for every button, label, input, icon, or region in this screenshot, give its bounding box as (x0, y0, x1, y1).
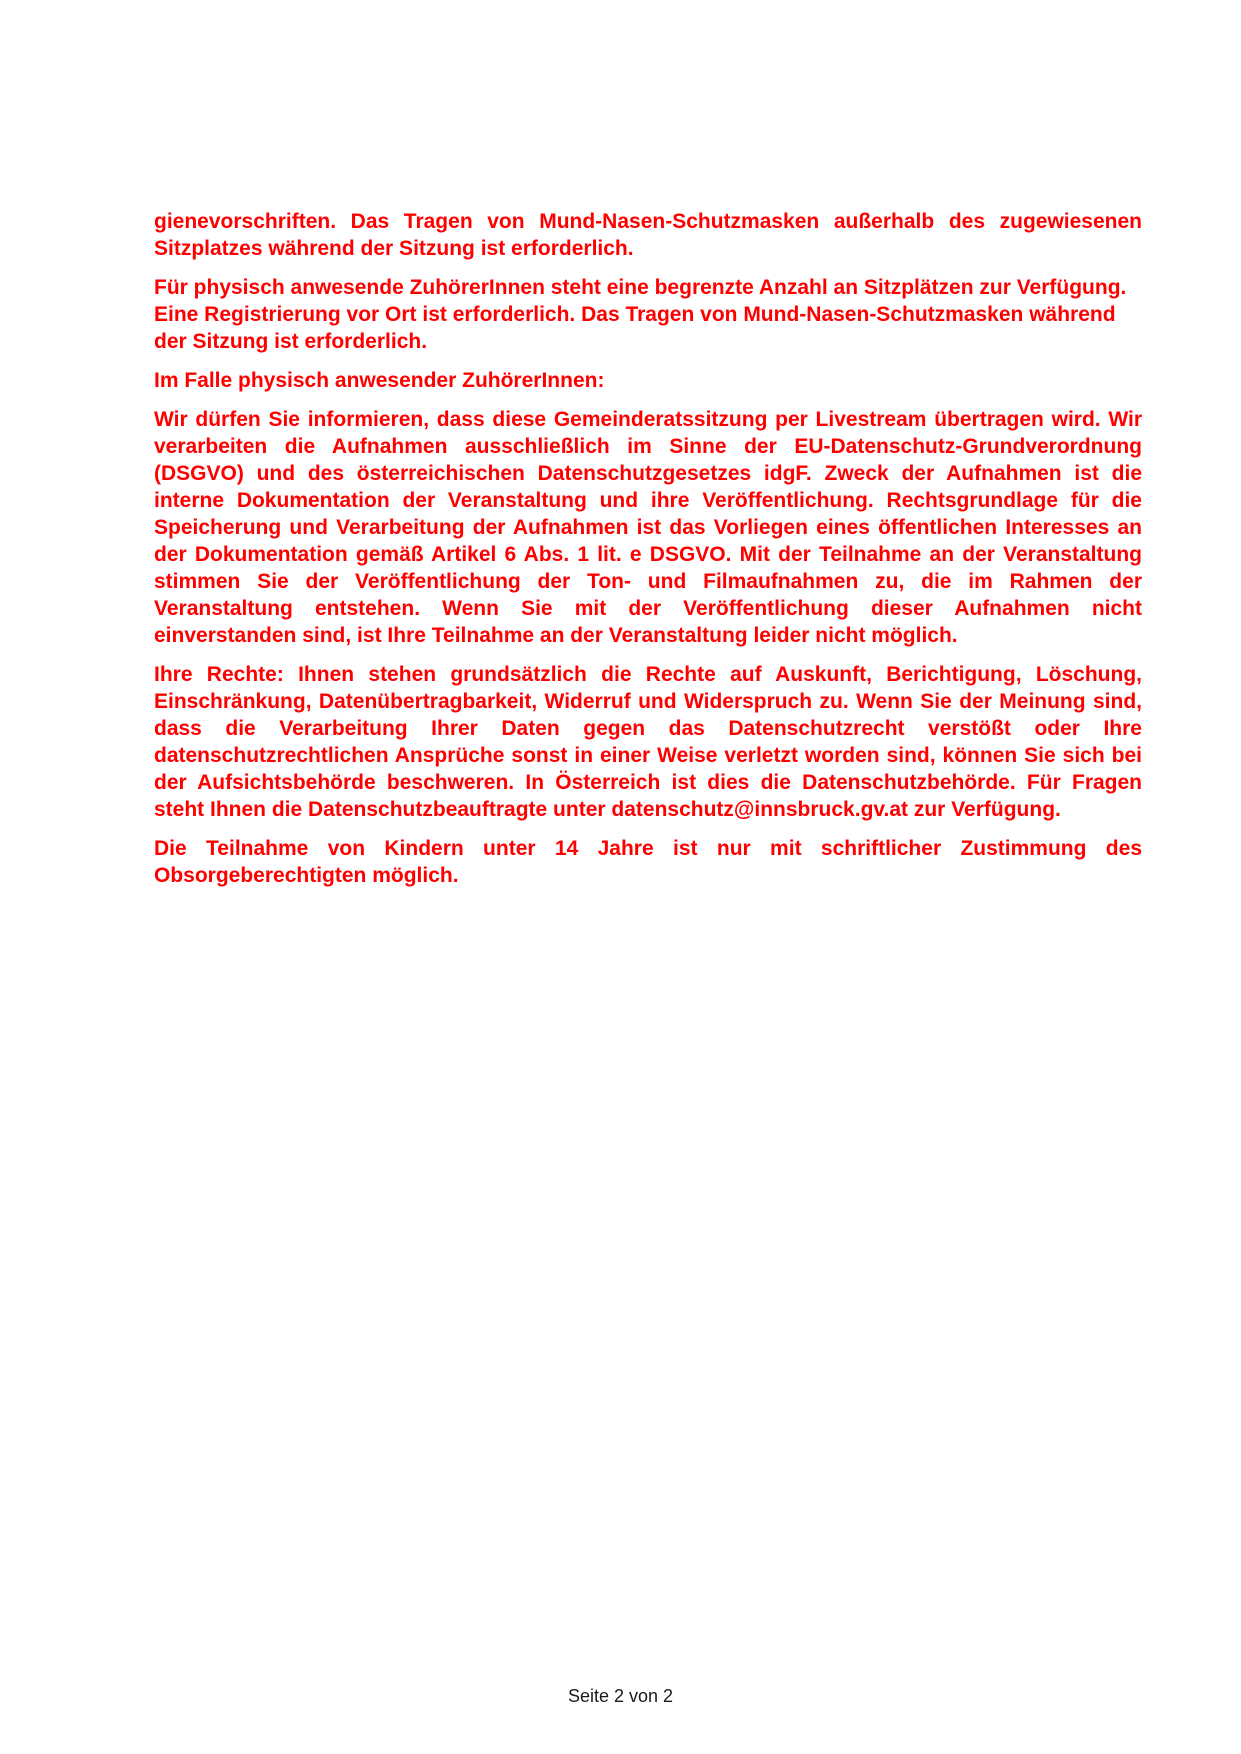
paragraph-audience-seating: Für physisch anwesende ZuhörerInnen steht eine begrenzte Anzahl an Sitzplätzen zur Verfügung. Eine Registrierung vor Ort ist erforderlich. Das Tragen von Mund-Nasen-Schutzmasken während der Sitzung ist erforderlich. (154, 276, 1127, 353)
document-body (154, 208, 1142, 901)
paragraph-livestream-notice: Wir dürfen Sie informieren, dass diese Gemeinderatssitzung per Livestream übertragen wird. Wir verarbeiten die Aufnahmen ausschließlich im Sinne der EU-Datenschutz-Grundverordnung (DSGVO) und des österreichischen Datenschutzgesetzes idgF. Zweck der Aufnahmen ist die interne Dokumentation der Veranstaltung und ihre Veröffentlichung. Rechtsgrundlage für die Speicherung und Verarbeitung der Aufnahmen ist das Vorliegen eines öffentlichen Interesses an der Dokumentation gemäß Artikel 6 Abs. 1 lit. e DSGVO. Mit der Teilnahme an der Veranstaltung stimmen Sie der Veröffentlichung der Ton- und Filmaufnahmen zu, die im Rahmen der Veranstaltung entstehen. Wenn Sie mit der Veröffentlichung dieser Aufnahmen nicht einverstanden sind, ist Ihre Teilnahme an der Veranstaltung leider nicht möglich. (154, 408, 1142, 647)
paragraph-hygiene-continuation: gienevorschriften. Das Tragen von Mund-Nasen-Schutzmasken außerhalb des zugewiesenen Sitzplatzes während der Sitzung ist erforderlich. (154, 210, 1142, 260)
paragraph-audience-heading: Im Falle physisch anwesender ZuhörerInnen: (154, 369, 605, 392)
paragraph-children-notice: Die Teilnahme von Kindern unter 14 Jahre ist nur mit schriftlicher Zustimmung des Obsorgeberechtigten möglich. (154, 837, 1142, 887)
paragraph-rights-notice: Ihre Rechte: Ihnen stehen grundsätzlich die Rechte auf Auskunft, Berichtigung, Löschung, Einschränkung, Datenübertragbarkeit, Widerruf und Widerspruch zu. Wenn Sie der Meinung sind, dass die Verarbeitung Ihrer Daten gegen das Datenschutzrecht verstößt oder Ihre datenschutzrechtlichen Ansprüche sonst in einer Weise verletzt worden sind, können Sie sich bei der Aufsichtsbehörde beschweren. In Österreich ist dies die Datenschutzbehörde. Für Fragen steht Ihnen die Datenschutzbeauftragte unter datenschutz@innsbruck.gv.at zur Verfügung. (154, 663, 1142, 821)
page-number-footer: Seite 2 von 2 (567, 1686, 674, 1706)
